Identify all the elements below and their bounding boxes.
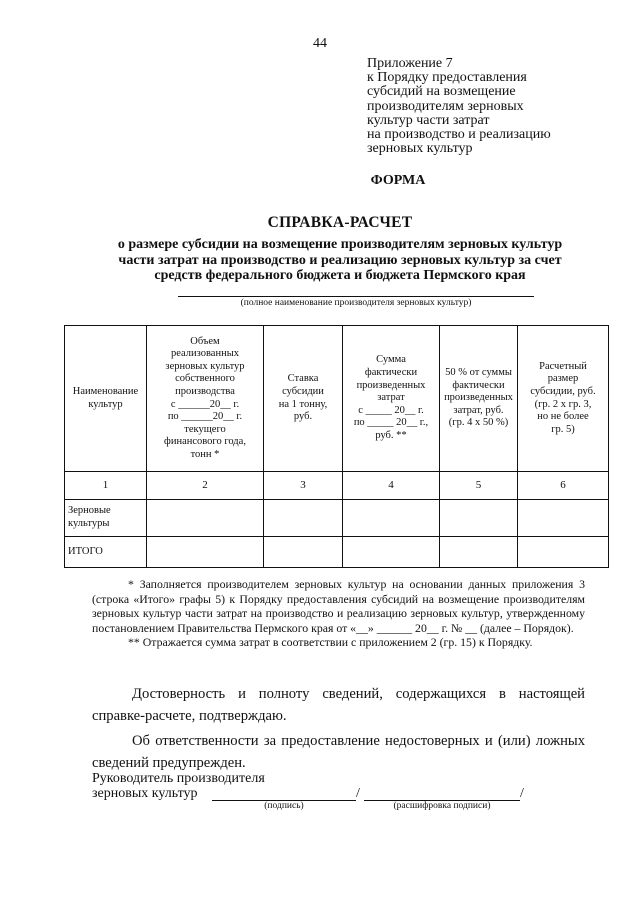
header-text: фактически bbox=[452, 379, 505, 391]
header-actual-costs bbox=[343, 326, 440, 472]
column-number-row bbox=[65, 472, 609, 500]
footnote-1: * Заполняется производителем зерновых культур на основании данных приложения 3 (строка «Итого» графы 5) к Порядку предоставления субсидий на возмещение производителям зерновых культур части затрат на производство и реализацию зерновых культур, утвержденному постановлением Правительства Пермского края от «__» ______ 20__ г. № __ (далее – Порядок). bbox=[92, 577, 585, 635]
header-text: тонн * bbox=[190, 448, 220, 460]
signature-separator: / bbox=[520, 786, 524, 801]
document-subtitle bbox=[60, 237, 620, 284]
column-number: 5 bbox=[440, 472, 518, 500]
header-text: затрат bbox=[377, 392, 405, 404]
table-cell bbox=[518, 500, 609, 537]
header-text: зерновых культур bbox=[165, 360, 245, 372]
appendix-line: зерновых культур bbox=[367, 141, 473, 157]
footnote-2: ** Отражается сумма затрат в соответствии с приложением 2 (гр. 15) к Порядку. bbox=[128, 635, 533, 650]
header-text: Наименование bbox=[72, 385, 139, 397]
header-text: Расчетный bbox=[539, 360, 587, 372]
table-row bbox=[65, 500, 609, 537]
table-cell bbox=[147, 500, 264, 537]
header-text: (гр. 4 x 50 %) bbox=[448, 417, 509, 429]
header-half-costs bbox=[440, 326, 518, 472]
appendix-line: к Порядку предоставления bbox=[367, 70, 527, 86]
header-text: производства bbox=[175, 385, 235, 397]
header-text: гр. 5) bbox=[551, 423, 575, 435]
header-text: текущего bbox=[184, 423, 226, 435]
signature-label-line: зерновых культур bbox=[92, 785, 198, 801]
header-text: с _____ 20__ г. bbox=[358, 404, 424, 416]
header-text: (гр. 2 x гр. 3, bbox=[534, 398, 592, 410]
row-label-total: ИТОГО bbox=[65, 537, 147, 568]
header-text: руб. ** bbox=[375, 429, 407, 441]
confirmation-text bbox=[92, 683, 585, 777]
producer-name-caption: (полное наименование производителя зерновых культур) bbox=[240, 298, 472, 308]
header-calculated-subsidy bbox=[518, 326, 609, 472]
signature-label bbox=[92, 772, 265, 801]
header-text: собственного bbox=[175, 373, 235, 385]
table-cell bbox=[343, 500, 440, 537]
table-cell bbox=[440, 500, 518, 537]
table-cell bbox=[264, 537, 343, 568]
header-text: затрат, руб. bbox=[453, 404, 504, 416]
header-text: Сумма bbox=[376, 354, 406, 366]
signature-label-line: Руководитель производителя bbox=[92, 771, 265, 786]
header-text: с ______20__ г. bbox=[170, 398, 240, 410]
signature-separator: / bbox=[356, 786, 360, 801]
producer-name-line bbox=[178, 296, 534, 297]
page-number: 44 bbox=[313, 36, 327, 51]
header-text: 50 % от суммы bbox=[445, 367, 512, 379]
header-subsidy-rate bbox=[264, 326, 343, 472]
column-number: 6 bbox=[518, 472, 609, 500]
header-text: культур bbox=[88, 398, 123, 410]
table-cell bbox=[147, 537, 264, 568]
header-text: но не более bbox=[537, 411, 589, 423]
signature-caption: (подпись) bbox=[264, 801, 304, 811]
subtitle-line: части затрат на производство и реализацию зерновых культур за счет bbox=[118, 252, 562, 268]
appendix-line: на производство и реализацию bbox=[367, 127, 551, 143]
header-text: на 1 тонну, bbox=[278, 398, 328, 410]
table-cell bbox=[264, 500, 343, 537]
header-text: Объем bbox=[190, 335, 220, 347]
subtitle-line: средств федерального бюджета и бюджета Пермского края bbox=[154, 268, 526, 283]
table-row bbox=[65, 537, 609, 568]
header-text: произведенных bbox=[444, 392, 513, 404]
appendix-line: культур части затрат bbox=[367, 112, 490, 128]
header-text: субсидии, руб. bbox=[530, 385, 596, 397]
document-title: СПРАВКА-РАСЧЕТ bbox=[267, 214, 413, 231]
table-header-row bbox=[65, 326, 609, 472]
appendix-line: производителям зерновых bbox=[367, 98, 524, 114]
name-transcript-caption: (расшифровка подписи) bbox=[393, 801, 491, 811]
appendix-line: субсидий на возмещение bbox=[367, 84, 516, 100]
confirmation-paragraph: Достоверность и полноту сведений, содержащихся в настоящей справке-расчете, подтверждаю. bbox=[92, 686, 585, 724]
footnotes bbox=[92, 577, 585, 650]
column-number: 3 bbox=[264, 472, 343, 500]
column-number: 1 bbox=[65, 472, 147, 500]
column-number: 4 bbox=[343, 472, 440, 500]
column-number: 2 bbox=[147, 472, 264, 500]
header-text: Ставка bbox=[287, 373, 319, 385]
header-crop-name bbox=[65, 326, 147, 472]
confirmation-paragraph: Об ответственности за предоставление недостоверных и (или) ложных сведений предупрежден. bbox=[92, 733, 585, 771]
header-text: субсидии bbox=[282, 385, 324, 397]
header-text: произведенных bbox=[356, 379, 426, 391]
table-cell bbox=[343, 537, 440, 568]
appendix-line: Приложение 7 bbox=[367, 56, 453, 71]
subtitle-line: о размере субсидии на возмещение производителям зерновых культур bbox=[117, 237, 563, 252]
header-text: фактически bbox=[364, 367, 418, 379]
form-label: ФОРМА bbox=[370, 173, 426, 188]
header-text: руб. bbox=[293, 411, 313, 423]
table-cell bbox=[518, 537, 609, 568]
row-label-grain-crops: Зерновые культуры bbox=[65, 500, 147, 537]
header-text: финансового года, bbox=[164, 436, 246, 448]
table-cell bbox=[440, 537, 518, 568]
header-text: размер bbox=[547, 373, 579, 385]
header-text: по _____ 20__ г., bbox=[353, 417, 429, 429]
header-volume-sold bbox=[147, 326, 264, 472]
calculation-table bbox=[64, 325, 609, 568]
appendix-reference bbox=[367, 57, 551, 156]
header-text: реализованных bbox=[170, 348, 239, 360]
header-text: по ______20__ г. bbox=[167, 411, 243, 423]
